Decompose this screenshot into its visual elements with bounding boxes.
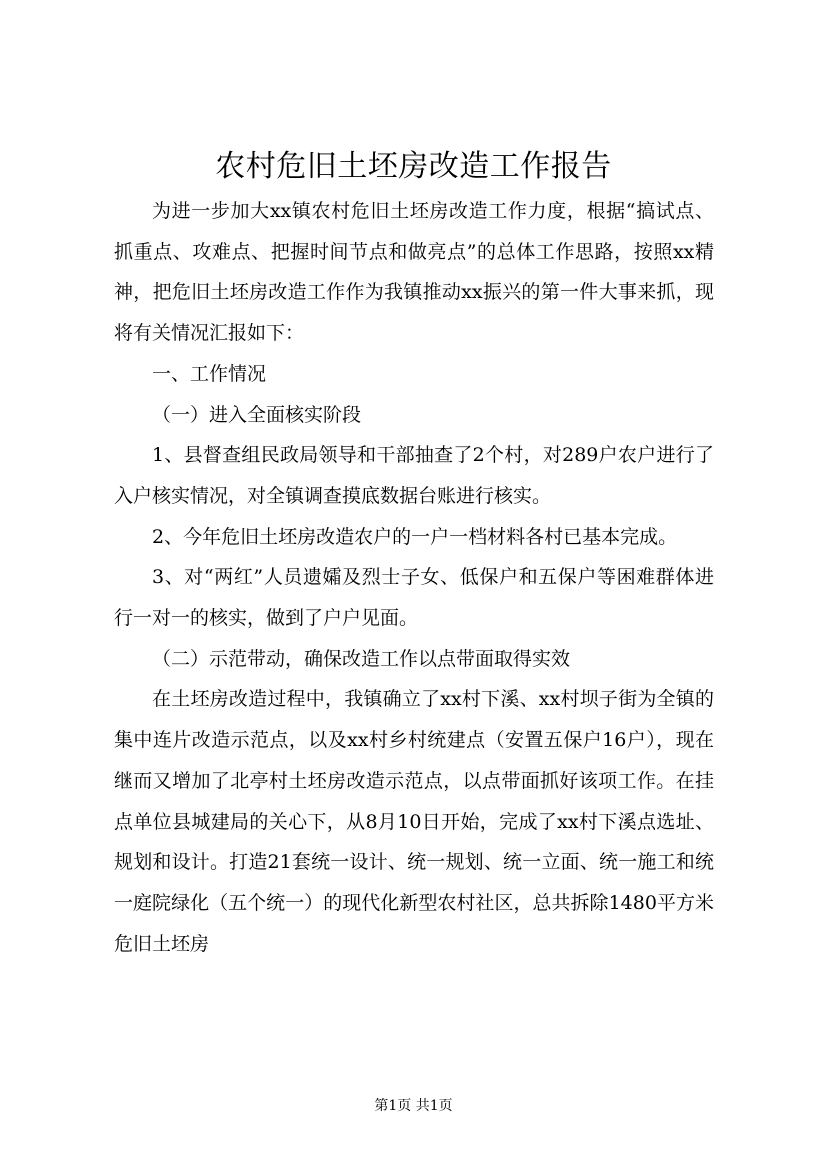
list-item-2: 2、今年危旧土坯房改造农户的一户一档材料各村已基本完成。 — [152, 525, 678, 548]
demonstration-paragraph: 在土坯房改造过程中，我镇确立了xx村下溪、xx村坝子街为全镇的集中连片改造示范点，以及xx村乡村统建点（安置五保户16户），现在继而又增加了北亭村土坯房改造示范点，以点带面抓好该项工作。在挂点单位县城建局的关心下，从8月10日开始，完成了xx村下溪点选址、规划和设计。打造21套统一设计、统一规划、统一立面、统一施工和统一庭院绿化（五个统一）的现代化新型农村社区，总共拆除1480平方米危旧土坯房 — [114, 688, 714, 955]
list-item-1: 1、县督查组民政局领导和干部抽查了2个村，对289户农户进行了入户核实情况，对全镇调查摸底数据台账进行核实。 — [114, 444, 714, 507]
subsection-heading-verification: （一）进入全面核实阶段 — [152, 403, 362, 426]
list-item-3: 3、对“两红”人员遗孀及烈士子女、低保户和五保户等困难群体进行一对一的核实，做到了户户见面。 — [114, 566, 714, 630]
section-heading-work-status: 一、工作情况 — [152, 362, 267, 385]
subsection-heading-demonstration: （二）示范带动，确保改造工作以点带面取得实效 — [152, 647, 571, 670]
intro-paragraph: 为进一步加大xx镇农村危旧土坯房改造工作力度，根据“搞试点、抓重点、攻难点、把握时间节点和做亮点”的总体工作思路，按照xx精神，把危旧土坯房改造工作作为我镇推动xx振兴的第一件大事来抓，现将有关情况汇报如下： — [114, 200, 714, 345]
page-footer: 第1页 共1页 — [374, 1098, 453, 1114]
document-title: 农村危旧土坯房改造工作报告 — [215, 149, 612, 184]
document-body — [114, 191, 714, 964]
